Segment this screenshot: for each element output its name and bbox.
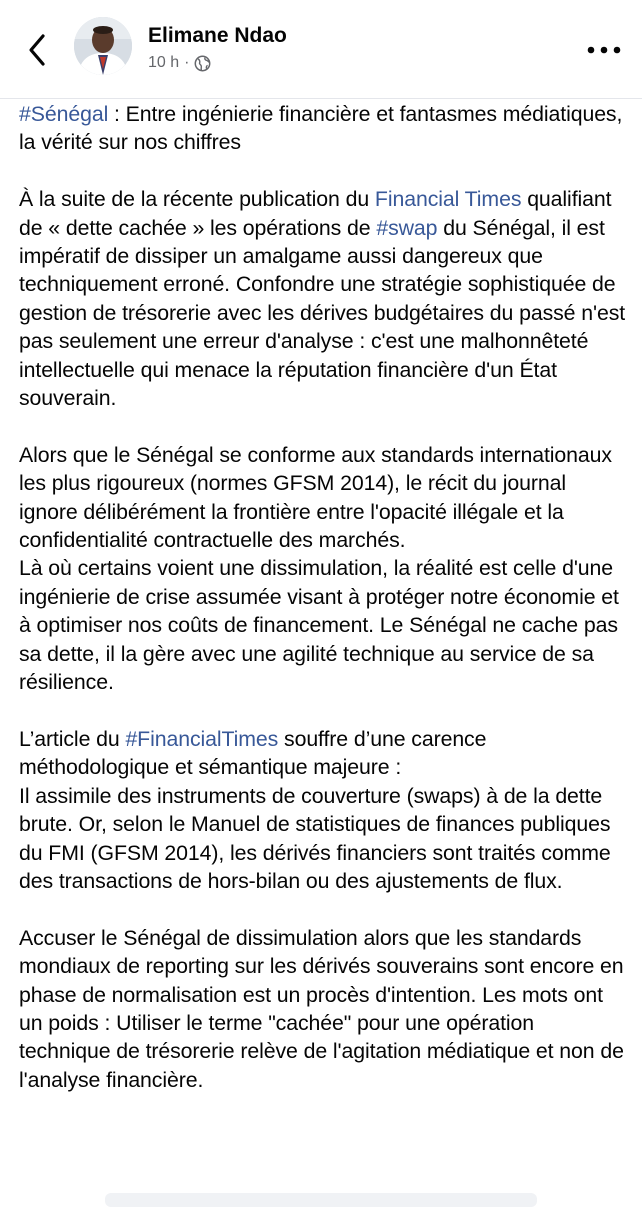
intro-paragraph bbox=[19, 185, 629, 412]
avatar[interactable] bbox=[74, 17, 132, 75]
intro-text-c: du Sénégal, il est impératif de dissiper un amalgame aussi dangereux que techniquement erroné. Confondre une stratégie sophistiquée de gestion de trésorerie avec les dérives budgétaires du passé n'est pas seulement une erreur d'analyse : c'est une malhonnêteté intellectuelle qui menace la réputation financière d'un État souverain. bbox=[19, 215, 626, 411]
chevron-left-icon bbox=[26, 33, 48, 67]
standards-paragraph: Alors que le Sénégal se conforme aux standards internationaux les plus rigoureux (normes GFSM 2014), le récit du journal ignore délibérément la frontière entre l'opacité illégale et la confidentialité contractuelle des marchés. bbox=[19, 442, 612, 553]
intro-text-a: À la suite de la récente publication du bbox=[19, 187, 375, 212]
more-horizontal-icon bbox=[586, 45, 622, 55]
title-text: : Entre ingénierie financière et fantasmes médiatiques, la vérité sur nos chiffres bbox=[19, 102, 623, 155]
article-critique-paragraph bbox=[19, 725, 629, 782]
intro-text-b: qualifiant de « dette cachée » les opérations de bbox=[19, 187, 612, 240]
hashtag-swap[interactable]: #swap bbox=[376, 215, 438, 240]
critique-text-b: souffre d’une carence méthodologique et sémantique majeure : bbox=[19, 726, 487, 780]
post-meta bbox=[148, 54, 211, 72]
swaps-paragraph: Il assimile des instruments de couverture (swaps) à de la dette brute. Or, selon le Manuel de statistiques de finances publiques du FMI (GFSM 2014), les dérivés financiers sont traités comme des transactions de hors-bilan ou des ajustements de flux. bbox=[19, 783, 611, 893]
profile-photo-icon bbox=[74, 17, 132, 75]
hashtag-senegal[interactable]: #Sénégal bbox=[19, 102, 109, 126]
post-header bbox=[0, 0, 642, 99]
bottom-comment-bar[interactable] bbox=[105, 1193, 537, 1207]
post-title-paragraph bbox=[19, 100, 629, 157]
critique-text-a: L’article du bbox=[19, 726, 126, 751]
hashtag-financialtimes[interactable]: #FinancialTimes bbox=[125, 726, 279, 751]
meta-separator: · bbox=[184, 54, 190, 71]
globe-icon[interactable] bbox=[194, 55, 211, 72]
crisis-engineering-paragraph: Là où certains voient une dissimulation, la réalité est celle d'une ingénierie de crise assumée visant à protéger notre économie et à optimiser nos coûts de financement. Le Sénégal ne cache pas sa dette, il la gère avec une agilité technique au service de sa résilience. bbox=[19, 556, 619, 695]
conclusion-paragraph: Accuser le Sénégal de dissimulation alors que les standards mondiaux de reporting sur les dérivés souverains sont encore en phase de normalisation est un procès d'intention. Les mots ont un poids : Utiliser le terme "cachée" pour une opération technique de trésorerie relève de l'agitation médiatique et non de l'analyse financière. bbox=[19, 925, 624, 1092]
more-options-button[interactable] bbox=[586, 38, 622, 62]
financial-times-link[interactable]: Financial Times bbox=[374, 187, 522, 212]
author-name[interactable]: Elimane Ndao bbox=[148, 24, 287, 47]
post-body bbox=[19, 100, 629, 1123]
back-button[interactable] bbox=[22, 30, 52, 70]
post-timestamp[interactable]: 10 h bbox=[148, 54, 180, 71]
